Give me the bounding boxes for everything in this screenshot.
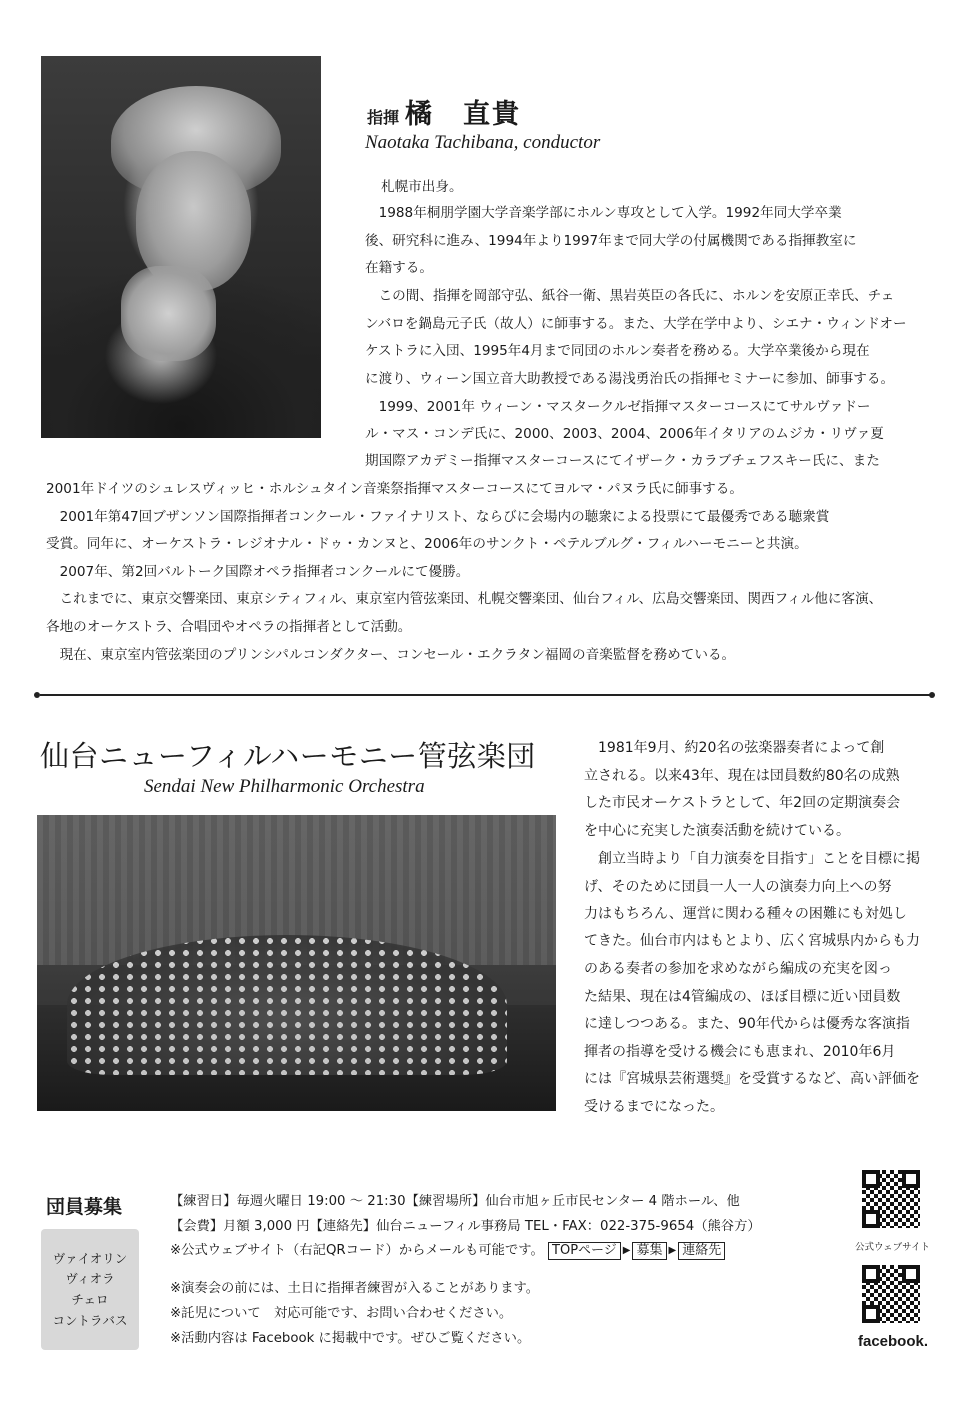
nav-top-button[interactable]: TOPページ [548, 1242, 621, 1260]
bio-line: ル・マス・コンデ氏に、2000、2003、2004、2006年イタリアのムジカ・リヴァ夏 [365, 426, 884, 442]
conductor-name-en: Naotaka Tachibana, conductor [365, 132, 601, 153]
website-qr-label: 公式ウェブサイト [855, 1242, 930, 1253]
conductor-photo [41, 56, 321, 438]
arrow-right-icon: ▶ [668, 1245, 677, 1256]
website-qr-code[interactable] [862, 1170, 920, 1228]
orchestra-title-en: Sendai New Philharmonic Orchestra [144, 776, 425, 797]
orchestra-line: には『宮城県芸術選奨』を受賞するなど、高い評価を [584, 1071, 920, 1087]
bio-line: 1999、2001年 ウィーン・マスタークルゼ指揮マスターコースにてサルヴァドー [365, 399, 871, 415]
website-info-text: ※公式ウェブサイト（右記QRコード）からメールも可能です。 [170, 1243, 544, 1258]
nav-contact-button[interactable]: 連絡先 [678, 1242, 725, 1260]
bio-line: 各地のオーケストラ、合唱団やオペラの指揮者として活動。 [46, 619, 412, 635]
orchestra-line: に達しつつある。また、90年代からは優秀な客演指 [584, 1016, 910, 1032]
note-line: ※演奏会の前には、土日に指揮者練習が入ることがあります。 [170, 1281, 540, 1296]
orchestra-title: 仙台ニューフィルハーモニー管弦楽団 [40, 739, 536, 773]
orchestra-line: した市民オーケストラとして、年2回の定期演奏会 [584, 795, 901, 811]
recruit-instruments [41, 1229, 139, 1350]
orchestra-line: てきた。仙台市内はもとより、広く宮城県内からも力 [584, 933, 920, 949]
instrument-item: チェロ [71, 1292, 109, 1307]
orchestra-line: 力はもちろん、運営に関わる種々の困難にも対処し [584, 906, 907, 922]
orchestra-players [67, 935, 507, 1075]
instrument-item: ヴァイオリン [52, 1250, 128, 1266]
divider-dot [929, 692, 935, 698]
orchestra-line: のある奏者の参加を求めながら編成の充実を図っ [584, 961, 892, 977]
orchestra-line: げ、そのために団員一人一人の演奏力向上への努 [584, 879, 892, 895]
instrument-item: コントラバス [52, 1312, 128, 1328]
recruit-title: 団員募集 [46, 1196, 123, 1218]
orchestra-line: 揮者の指導を受ける機会にも恵まれ、2010年6月 [584, 1044, 896, 1060]
practice-info: 【練習日】毎週火曜日 19:00 ～ 21:30【練習場所】仙台市旭ヶ丘市民センター 4 階ホール、他 [170, 1194, 740, 1209]
arrow-right-icon: ▶ [622, 1245, 631, 1256]
orchestra-line: 創立当時より「自力演奏を目指す」ことを目標に掲 [584, 851, 920, 867]
bio-line: 後、研究科に進み、1994年より1997年まで同大学の付属機関である指揮教室に [365, 233, 857, 249]
orchestra-line: を中心に充実した演奏活動を続けている。 [584, 823, 850, 839]
nav-recruit-button[interactable]: 募集 [632, 1242, 666, 1260]
note-line: ※活動内容は Facebook に掲載中です。ぜひご覧ください。 [170, 1331, 531, 1346]
bio-line: 受賞。同年に、オーケストラ・レジオナル・ドゥ・カンヌと、2006年のサンクト・ペテルブルグ・フィルハーモニーと共演。 [46, 536, 808, 552]
conductor-role: 指揮 [367, 108, 400, 127]
bio-line: 在籍する。 [365, 260, 433, 276]
fee-contact-info: 【会費】月額 3,000 円【連絡先】仙台ニューフィル事務局 TEL・FAX：022-375-9654（熊谷方） [170, 1219, 761, 1234]
bio-line: 2001年ドイツのシュレスヴィッヒ・ホルシュタイン音楽祭指揮マスターコースにてヨルマ・パヌラ氏に師事する。 [46, 481, 743, 497]
conductor-name: 橘 直貴 [405, 99, 522, 130]
bio-line: ケストラに入団、1995年4月まで同団のホルン奏者を務める。大学卒業後から現在 [365, 343, 870, 359]
bio-line: これまでに、東京交響楽団、東京シティフィル、東京室内管弦楽団、札幌交響楽団、仙台フィル、広島交響楽団、関西フィル他に客演、 [46, 591, 883, 607]
note-line: ※託児について 対応可能です、お問い合わせください。 [170, 1306, 513, 1321]
bio-line: 現在、東京室内管弦楽団のプリンシパルコンダクター、コンセール・エクラタン福岡の音楽監督を務めている。 [46, 647, 736, 663]
bio-line: この間、指揮を岡部守弘、紙谷一衛、黒岩英臣の各氏に、ホルンを安原正幸氏、チェ [365, 288, 895, 304]
orchestra-line: た結果、現在は4管編成の、ほぼ目標に近い団員数 [584, 989, 901, 1005]
website-info [170, 1242, 725, 1260]
conductor-hands [121, 266, 216, 361]
bio-line: 1988年桐朋学園大学音楽学部にホルン専攻として入学。1992年同大学卒業 [365, 205, 842, 221]
bio-line: 期国際アカデミー指揮マスターコースにてイザーク・カラブチェフスキー氏に、また [365, 453, 880, 469]
orchestra-photo [37, 815, 556, 1111]
facebook-qr-label: facebook. [858, 1333, 929, 1350]
instrument-item: ヴィオラ [65, 1271, 115, 1287]
orchestra-line: 立される。以来43年、現在は団員数約80名の成熟 [584, 768, 900, 784]
conductor-header [367, 92, 521, 131]
orchestra-line: 受けるまでになった。 [584, 1099, 724, 1115]
bio-line: 2001年第47回ブザンソン国際指揮者コンクール・ファイナリスト、ならびに会場内の聴衆による投票にて最優秀である聴衆賞 [46, 509, 830, 525]
bio-line: に渡り、ウィーン国立音大助教授である湯浅勇治氏の指揮セミナーに参加、師事する。 [365, 371, 895, 387]
bio-line: 札幌市出身。 [381, 179, 463, 195]
section-divider [40, 694, 930, 696]
facebook-qr-code[interactable] [862, 1265, 920, 1323]
orchestra-line: 1981年9月、約20名の弦楽器奏者によって創 [584, 740, 885, 756]
bio-line: ンバロを鍋島元子氏（故人）に師事する。また、大学在学中より、シエナ・ウィンドオー [365, 316, 907, 332]
bio-line: 2007年、第2回バルトーク国際オペラ指揮者コンクールにて優勝。 [46, 564, 470, 580]
